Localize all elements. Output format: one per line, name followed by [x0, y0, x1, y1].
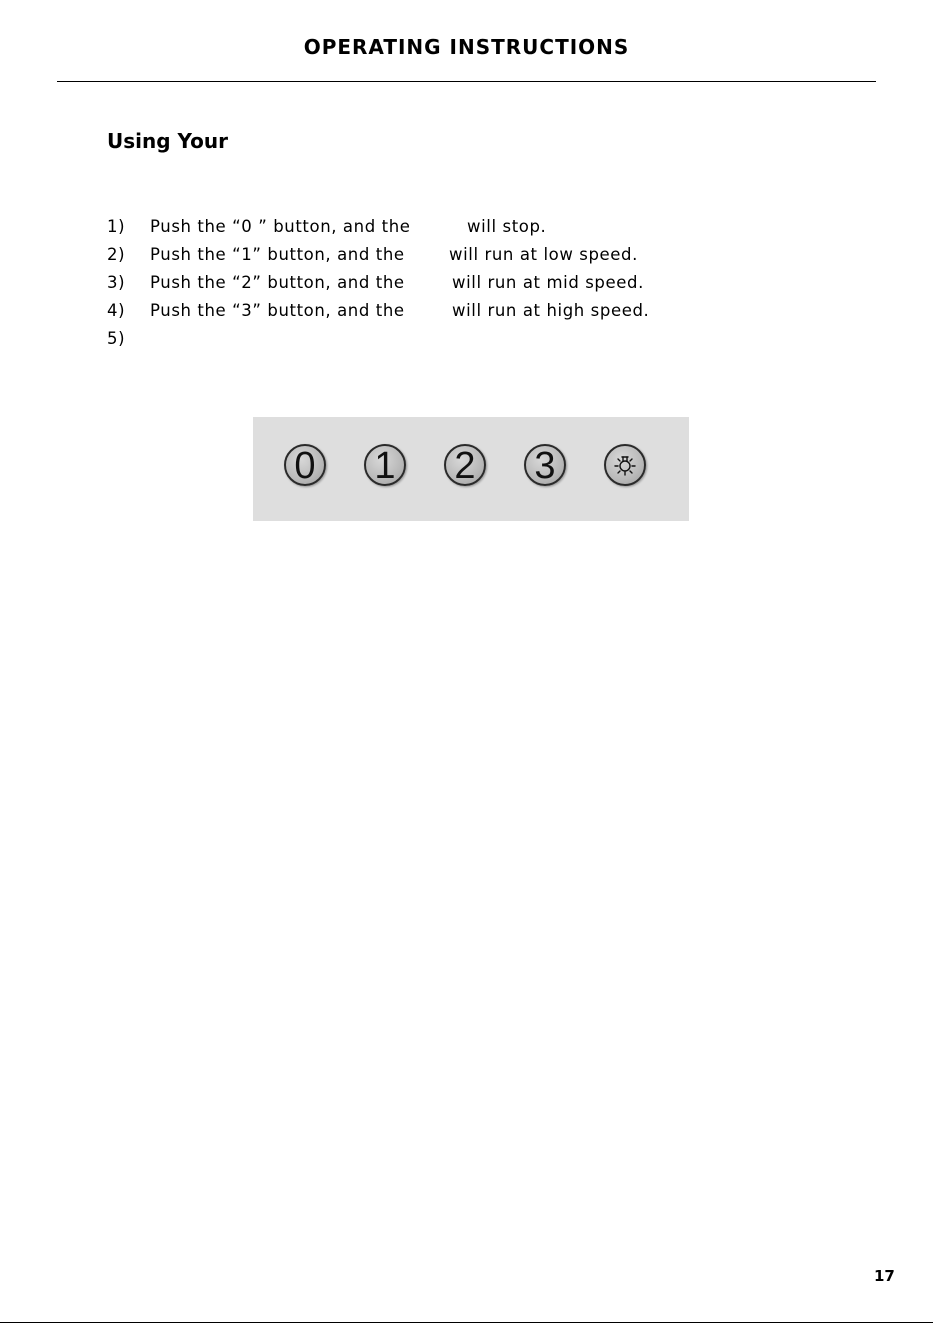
instruction-result: will run at mid speed. — [452, 273, 644, 292]
instruction-text: Push the “2” button, and the — [150, 273, 405, 292]
fan-high-speed-button[interactable] — [524, 444, 566, 486]
instruction-result: will run at high speed. — [452, 301, 650, 320]
fan-low-speed-button[interactable] — [364, 444, 406, 486]
page-number: 17 — [874, 1267, 895, 1285]
light-button[interactable] — [604, 444, 646, 486]
instruction-result: will run at low speed. — [449, 245, 638, 264]
instruction-text: Push the “3” button, and the — [150, 301, 405, 320]
instruction-number: 1) — [107, 217, 126, 236]
fan-mid-speed-button[interactable] — [444, 444, 486, 486]
instruction-item-5 — [0, 329, 933, 353]
instruction-item-1 — [0, 217, 933, 241]
instruction-text: Push the “1” button, and the — [150, 245, 405, 264]
footer-divider — [0, 1322, 933, 1323]
page-title: OPERATING INSTRUCTIONS — [303, 35, 630, 59]
header-divider — [57, 81, 876, 82]
instruction-number: 2) — [107, 245, 126, 264]
fan-off-button[interactable] — [284, 444, 326, 486]
instruction-result: will stop. — [467, 217, 547, 236]
instruction-item-3 — [0, 273, 933, 297]
instruction-item-2 — [0, 245, 933, 269]
light-bulb-icon — [611, 451, 639, 479]
button-label: 3 — [534, 444, 556, 487]
instruction-item-4 — [0, 301, 933, 325]
instruction-number: 3) — [107, 273, 126, 292]
instruction-number: 5) — [107, 329, 126, 348]
control-panel-image — [253, 417, 689, 521]
button-label: 0 — [294, 444, 316, 487]
button-label: 2 — [454, 444, 476, 487]
button-label: 1 — [374, 444, 396, 487]
instruction-number: 4) — [107, 301, 126, 320]
instruction-text: Push the “0 ” button, and the — [150, 217, 411, 236]
section-title: Using Your — [107, 129, 229, 153]
